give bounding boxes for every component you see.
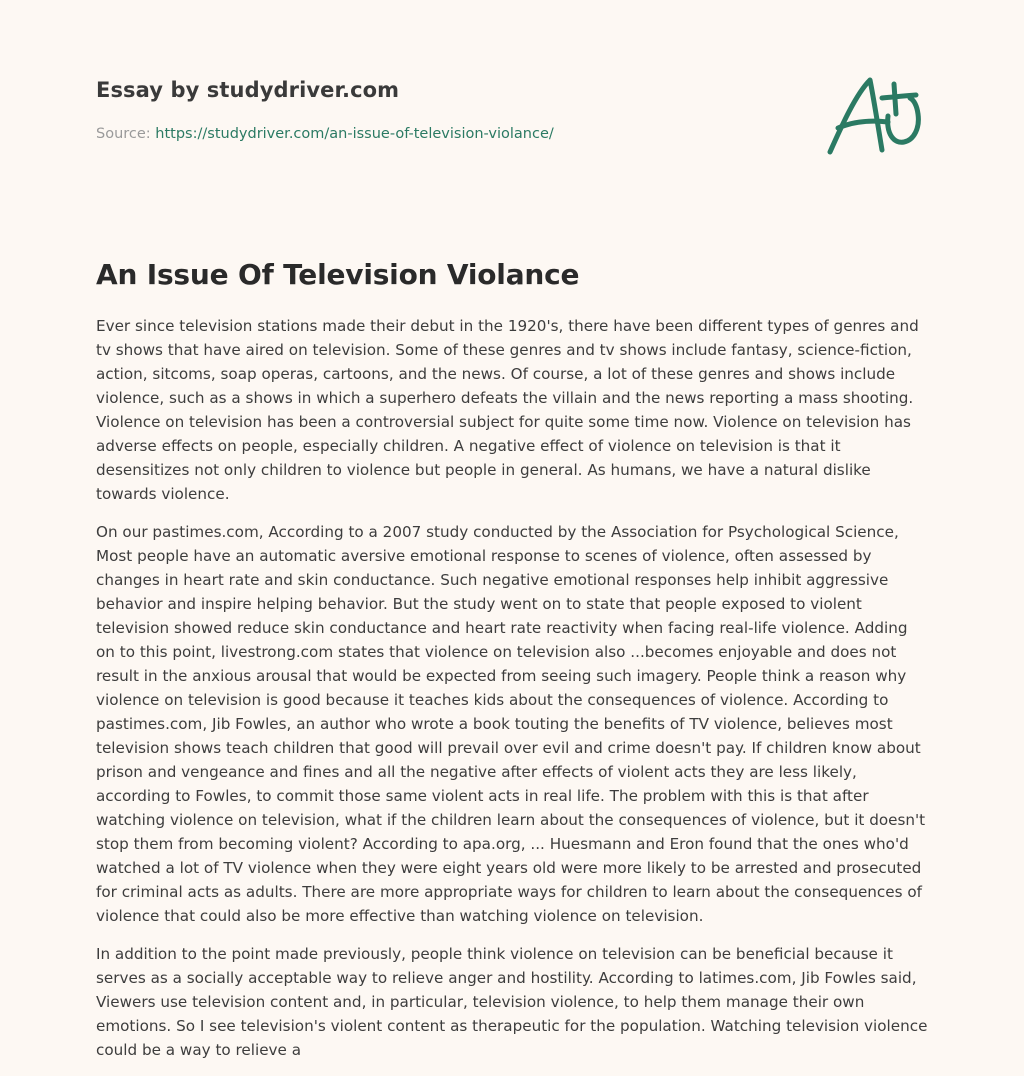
essay-by-heading: Essay by studydriver.com xyxy=(96,78,400,102)
page xyxy=(96,0,928,1059)
paragraph-2: On our pastimes.com, According to a 2007 study conducted by the Association for Psychological Science, Most people have an automatic aversive emotional response to scenes of violence, often assessed by changes in heart rate and skin conductance. Such negative emotional responses help inhibit aggressive behavior and inspire helping behavior. But the study went on to state that people exposed to violent television showed reduce skin conductance and heart rate reactivity when facing real-life violence. Adding on to this point, livestrong.com states that violence on television also ...becomes enjoyable and does not result in the anxious arousal that would be expected from seeing such imagery. People think a reason why violence on television is good because it teaches kids about the consequences of violence. According to pastimes.com, Jib Fowles, an author who wrote a book touting the benefits of TV violence, believes most television shows teach children that good will prevail over evil and crime doesn't pay. If children know about prison and vengeance and fines and all the negative after effects of violent acts they are less likely, according to Fowles, to commit those same violent acts in real life. The problem with this is that after watching violence on television, what if the children learn about the consequences of violence, but it doesn't stop them from becoming violent? According to apa.org, ... Huesmann and Eron found that the ones who'd watched a lot of TV violence when they were eight years old were more likely to be arrested and prosecuted for criminal acts as adults. There are more appropriate ways for children to learn about the consequences of violence that could also be more effective than watching violence on television. xyxy=(96,523,926,925)
article-body xyxy=(96,314,928,1076)
site-header xyxy=(96,76,928,156)
source-line xyxy=(96,124,554,144)
a-plus-logo-icon xyxy=(822,70,932,162)
source-label: Source: xyxy=(96,126,156,142)
paragraph-1: Ever since television stations made their debut in the 1920's, there have been different types of genres and tv shows that have aired on television. Some of these genres and tv shows include fantasy, science-fiction, action, sitcoms, soap operas, cartoons, and the news. Of course, a lot of these genres and shows include violence, such as a shows in which a superhero defeats the villain and the news reporting a mass shooting. Violence on television has been a controversial subject for quite some time now. Violence on television has adverse effects on people, especially children. A negative effect of violence on television is that it desensitizes not only children to violence but people in general. As humans, we have a natural dislike towards violence. xyxy=(96,317,919,503)
source-link[interactable]: https://studydriver.com/an-issue-of-television-violance/ xyxy=(155,126,554,142)
article-title: An Issue Of Television Violance xyxy=(96,258,580,291)
paragraph-3: In addition to the point made previously, people think violence on television can be beneficial because it serves as a socially acceptable way to relieve anger and hostility. According to latimes.com, Jib Fowles said, Viewers use television content and, in particular, television violence, to help them manage their own emotions. So I see television's violent content as therapeutic for the population. Watching television violence could be a way to relieve a xyxy=(96,945,928,1059)
